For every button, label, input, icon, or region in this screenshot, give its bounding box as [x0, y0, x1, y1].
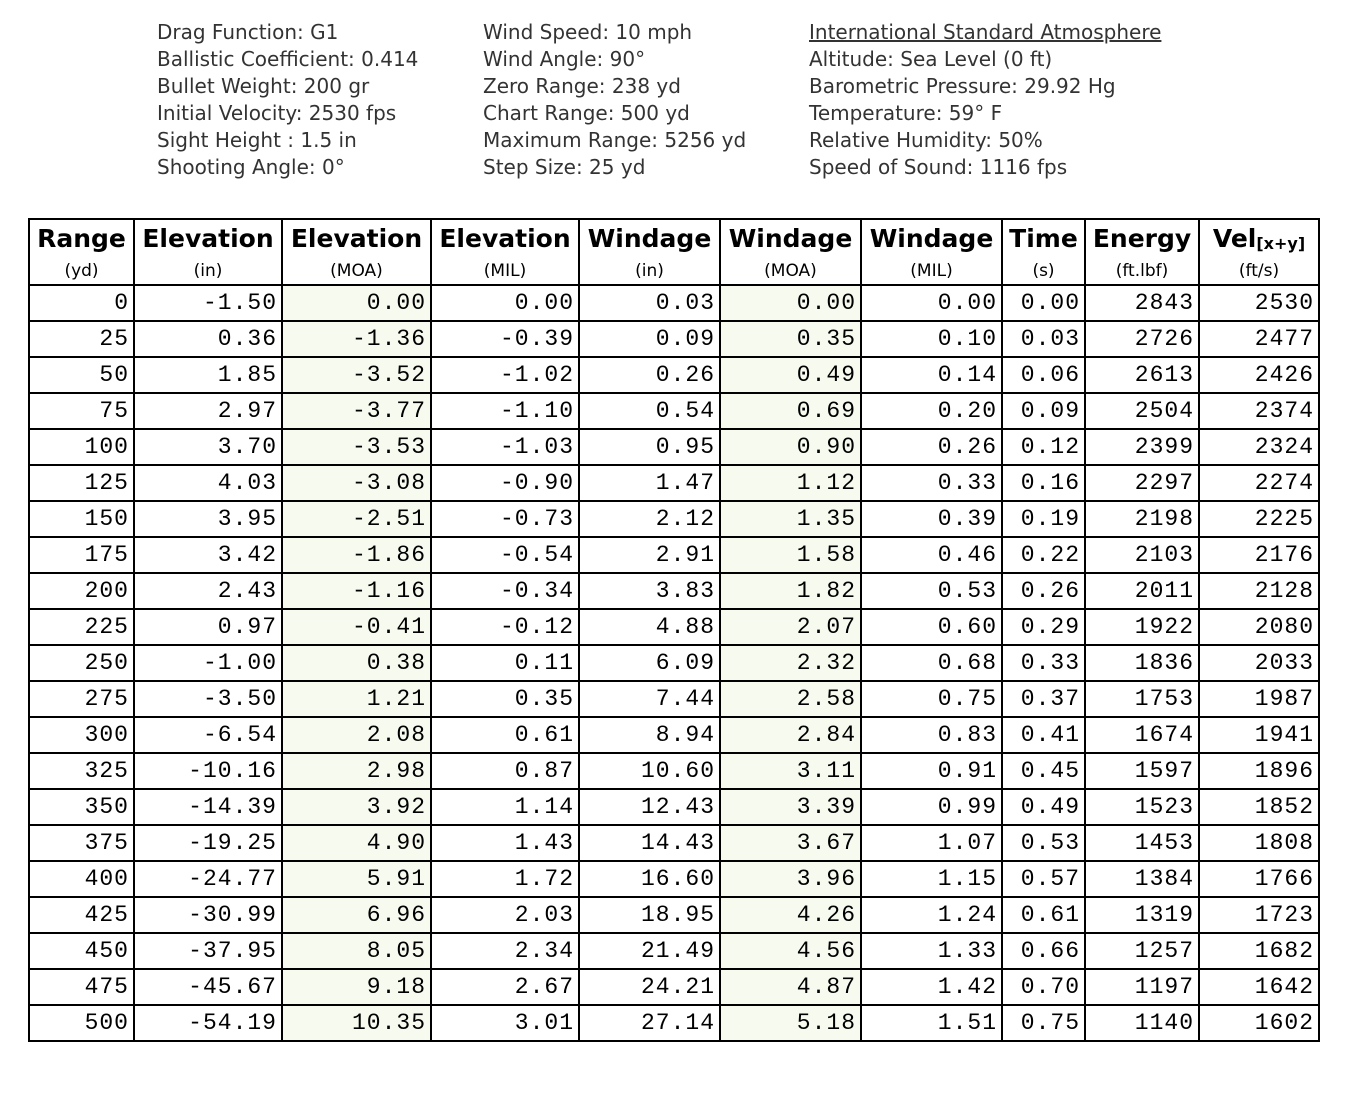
cell-range: 200 — [29, 573, 134, 609]
cell-velocity: 2530 — [1199, 285, 1319, 321]
cell-velocity: 1723 — [1199, 897, 1319, 933]
cell-time: 0.06 — [1002, 357, 1085, 393]
cell-windage-mil: 1.51 — [861, 1005, 1002, 1041]
cell-windage-mil: 0.91 — [861, 753, 1002, 789]
param-wind-speed: Wind Speed: 10 mph — [483, 20, 693, 44]
param-temperature: Temperature: 59° F — [809, 101, 1003, 125]
header-elevation-mil: Elevation — [431, 219, 579, 257]
cell-elevation-moa: 10.35 — [282, 1005, 431, 1041]
cell-windage-in: 2.12 — [579, 501, 720, 537]
header-velocity-label: Vel — [1212, 224, 1257, 253]
cell-velocity: 2426 — [1199, 357, 1319, 393]
unit-elevation-in: (in) — [134, 257, 282, 285]
projectile-parameters — [157, 19, 418, 181]
cell-energy: 1523 — [1085, 789, 1199, 825]
cell-elevation-in: -24.77 — [134, 861, 282, 897]
cell-energy: 2613 — [1085, 357, 1199, 393]
cell-elevation-in: -45.67 — [134, 969, 282, 1005]
header-velocity-subscript: [x+y] — [1256, 234, 1306, 253]
cell-range: 125 — [29, 465, 134, 501]
table-row — [29, 897, 1319, 933]
cell-windage-in: 10.60 — [579, 753, 720, 789]
cell-windage-in: 7.44 — [579, 681, 720, 717]
cell-windage-moa: 1.82 — [720, 573, 861, 609]
cell-windage-moa: 0.49 — [720, 357, 861, 393]
cell-time: 0.49 — [1002, 789, 1085, 825]
cell-windage-moa: 3.11 — [720, 753, 861, 789]
cell-range: 375 — [29, 825, 134, 861]
cell-elevation-mil: 0.00 — [431, 285, 579, 321]
cell-windage-moa: 0.00 — [720, 285, 861, 321]
cell-windage-mil: 0.53 — [861, 573, 1002, 609]
cell-windage-in: 0.26 — [579, 357, 720, 393]
cell-elevation-mil: 2.34 — [431, 933, 579, 969]
cell-range: 350 — [29, 789, 134, 825]
cell-elevation-mil: 0.35 — [431, 681, 579, 717]
cell-time: 0.03 — [1002, 321, 1085, 357]
cell-windage-mil: 0.46 — [861, 537, 1002, 573]
cell-elevation-mil: 2.03 — [431, 897, 579, 933]
table-row — [29, 681, 1319, 717]
cell-windage-in: 16.60 — [579, 861, 720, 897]
cell-energy: 2297 — [1085, 465, 1199, 501]
cell-elevation-mil: -1.10 — [431, 393, 579, 429]
param-sight-height: Sight Height : 1.5 in — [157, 128, 357, 152]
unit-elevation-moa: (MOA) — [282, 257, 431, 285]
cell-elevation-moa: 0.00 — [282, 285, 431, 321]
cell-elevation-mil: -1.02 — [431, 357, 579, 393]
cell-elevation-mil: 0.11 — [431, 645, 579, 681]
param-speed-of-sound: Speed of Sound: 1116 fps — [809, 155, 1068, 179]
cell-velocity: 2128 — [1199, 573, 1319, 609]
cell-time: 0.00 — [1002, 285, 1085, 321]
cell-windage-mil: 0.26 — [861, 429, 1002, 465]
header-windage-mil: Windage — [861, 219, 1002, 257]
cell-velocity: 2225 — [1199, 501, 1319, 537]
cell-range: 475 — [29, 969, 134, 1005]
cell-windage-moa: 4.87 — [720, 969, 861, 1005]
cell-energy: 2399 — [1085, 429, 1199, 465]
param-barometric-pressure: Barometric Pressure: 29.92 Hg — [809, 74, 1116, 98]
cell-velocity: 1896 — [1199, 753, 1319, 789]
cell-windage-moa: 1.12 — [720, 465, 861, 501]
param-zero-range: Zero Range: 238 yd — [483, 74, 681, 98]
cell-time: 0.66 — [1002, 933, 1085, 969]
param-ballistic-coefficient: Ballistic Coefficient: 0.414 — [157, 47, 419, 71]
cell-range: 100 — [29, 429, 134, 465]
cell-time: 0.41 — [1002, 717, 1085, 753]
cell-windage-mil: 1.15 — [861, 861, 1002, 897]
cell-elevation-moa: -3.08 — [282, 465, 431, 501]
table-row — [29, 393, 1319, 429]
table-row — [29, 933, 1319, 969]
cell-energy: 2198 — [1085, 501, 1199, 537]
cell-energy: 1197 — [1085, 969, 1199, 1005]
param-drag-function: Drag Function: G1 — [157, 20, 339, 44]
cell-time: 0.70 — [1002, 969, 1085, 1005]
cell-windage-moa: 1.58 — [720, 537, 861, 573]
table-row — [29, 1005, 1319, 1041]
cell-time: 0.16 — [1002, 465, 1085, 501]
table-row — [29, 609, 1319, 645]
cell-energy: 1597 — [1085, 753, 1199, 789]
cell-windage-mil: 0.00 — [861, 285, 1002, 321]
cell-elevation-moa: -0.41 — [282, 609, 431, 645]
table-row — [29, 465, 1319, 501]
cell-windage-in: 1.47 — [579, 465, 720, 501]
cell-velocity: 1766 — [1199, 861, 1319, 897]
param-altitude: Altitude: Sea Level (0 ft) — [809, 47, 1053, 71]
cell-velocity: 2080 — [1199, 609, 1319, 645]
table-row — [29, 753, 1319, 789]
cell-energy: 2504 — [1085, 393, 1199, 429]
cell-velocity: 2374 — [1199, 393, 1319, 429]
cell-time: 0.45 — [1002, 753, 1085, 789]
cell-energy: 1922 — [1085, 609, 1199, 645]
cell-range: 25 — [29, 321, 134, 357]
table-row — [29, 537, 1319, 573]
cell-windage-in: 3.83 — [579, 573, 720, 609]
cell-energy: 1140 — [1085, 1005, 1199, 1041]
cell-elevation-mil: 0.61 — [431, 717, 579, 753]
cell-windage-in: 24.21 — [579, 969, 720, 1005]
cell-elevation-moa: 4.90 — [282, 825, 431, 861]
cell-elevation-mil: 1.43 — [431, 825, 579, 861]
atmosphere-parameters — [809, 19, 1161, 181]
cell-windage-in: 0.54 — [579, 393, 720, 429]
cell-windage-moa: 4.26 — [720, 897, 861, 933]
cell-windage-moa: 0.90 — [720, 429, 861, 465]
cell-energy: 2726 — [1085, 321, 1199, 357]
cell-windage-in: 21.49 — [579, 933, 720, 969]
cell-elevation-moa: 3.92 — [282, 789, 431, 825]
cell-elevation-mil: -0.34 — [431, 573, 579, 609]
cell-velocity: 2033 — [1199, 645, 1319, 681]
cell-elevation-moa: 5.91 — [282, 861, 431, 897]
cell-range: 275 — [29, 681, 134, 717]
cell-elevation-moa: -1.36 — [282, 321, 431, 357]
cell-elevation-in: 3.95 — [134, 501, 282, 537]
cell-windage-mil: 0.75 — [861, 681, 1002, 717]
cell-elevation-moa: -3.77 — [282, 393, 431, 429]
cell-velocity: 1852 — [1199, 789, 1319, 825]
cell-time: 0.33 — [1002, 645, 1085, 681]
cell-windage-moa: 0.35 — [720, 321, 861, 357]
header-velocity — [1199, 219, 1319, 257]
cell-elevation-in: -14.39 — [134, 789, 282, 825]
header-unit-row — [29, 257, 1319, 285]
cell-range: 50 — [29, 357, 134, 393]
cell-velocity: 1808 — [1199, 825, 1319, 861]
cell-time: 0.29 — [1002, 609, 1085, 645]
cell-elevation-mil: 0.87 — [431, 753, 579, 789]
cell-windage-in: 8.94 — [579, 717, 720, 753]
cell-elevation-moa: -2.51 — [282, 501, 431, 537]
cell-windage-mil: 1.33 — [861, 933, 1002, 969]
cell-elevation-in: 0.36 — [134, 321, 282, 357]
cell-elevation-mil: -0.54 — [431, 537, 579, 573]
cell-elevation-in: 0.97 — [134, 609, 282, 645]
cell-windage-moa: 2.58 — [720, 681, 861, 717]
cell-energy: 2011 — [1085, 573, 1199, 609]
param-relative-humidity: Relative Humidity: 50% — [809, 128, 1043, 152]
cell-energy: 1384 — [1085, 861, 1199, 897]
cell-windage-mil: 0.33 — [861, 465, 1002, 501]
cell-windage-in: 4.88 — [579, 609, 720, 645]
header-range: Range — [29, 219, 134, 257]
header-elevation-moa: Elevation — [282, 219, 431, 257]
table-row — [29, 825, 1319, 861]
cell-elevation-in: -19.25 — [134, 825, 282, 861]
cell-windage-mil: 0.20 — [861, 393, 1002, 429]
cell-windage-in: 6.09 — [579, 645, 720, 681]
cell-windage-in: 0.95 — [579, 429, 720, 465]
cell-windage-moa: 3.67 — [720, 825, 861, 861]
cell-time: 0.57 — [1002, 861, 1085, 897]
cell-elevation-mil: -0.12 — [431, 609, 579, 645]
cell-elevation-mil: -0.73 — [431, 501, 579, 537]
cell-windage-in: 12.43 — [579, 789, 720, 825]
unit-energy: (ft.lbf) — [1085, 257, 1199, 285]
cell-elevation-mil: -0.90 — [431, 465, 579, 501]
cell-elevation-in: 4.03 — [134, 465, 282, 501]
header-time: Time — [1002, 219, 1085, 257]
cell-time: 0.19 — [1002, 501, 1085, 537]
cell-elevation-mil: 3.01 — [431, 1005, 579, 1041]
cell-velocity: 2176 — [1199, 537, 1319, 573]
cell-elevation-moa: -1.16 — [282, 573, 431, 609]
table-row — [29, 429, 1319, 465]
cell-elevation-mil: -0.39 — [431, 321, 579, 357]
table-row — [29, 717, 1319, 753]
cell-velocity: 1941 — [1199, 717, 1319, 753]
table-row — [29, 501, 1319, 537]
cell-velocity: 2477 — [1199, 321, 1319, 357]
cell-windage-mil: 0.10 — [861, 321, 1002, 357]
unit-velocity: (ft/s) — [1199, 257, 1319, 285]
cell-windage-moa: 1.35 — [720, 501, 861, 537]
cell-windage-mil: 1.07 — [861, 825, 1002, 861]
cell-windage-moa: 2.32 — [720, 645, 861, 681]
cell-windage-moa: 2.07 — [720, 609, 861, 645]
cell-range: 0 — [29, 285, 134, 321]
cell-range: 175 — [29, 537, 134, 573]
table-row — [29, 321, 1319, 357]
cell-elevation-mil: 1.14 — [431, 789, 579, 825]
cell-range: 325 — [29, 753, 134, 789]
cell-elevation-moa: 0.38 — [282, 645, 431, 681]
cell-range: 500 — [29, 1005, 134, 1041]
unit-windage-moa: (MOA) — [720, 257, 861, 285]
cell-elevation-in: 1.85 — [134, 357, 282, 393]
param-step-size: Step Size: 25 yd — [483, 155, 646, 179]
cell-elevation-mil: 1.72 — [431, 861, 579, 897]
cell-elevation-in: 2.97 — [134, 393, 282, 429]
cell-time: 0.09 — [1002, 393, 1085, 429]
cell-time: 0.75 — [1002, 1005, 1085, 1041]
cell-energy: 1753 — [1085, 681, 1199, 717]
header-elevation-in: Elevation — [134, 219, 282, 257]
cell-windage-mil: 0.39 — [861, 501, 1002, 537]
unit-elevation-mil: (MIL) — [431, 257, 579, 285]
cell-elevation-in: -3.50 — [134, 681, 282, 717]
cell-windage-in: 18.95 — [579, 897, 720, 933]
cell-time: 0.22 — [1002, 537, 1085, 573]
cell-windage-in: 0.03 — [579, 285, 720, 321]
cell-elevation-in: -54.19 — [134, 1005, 282, 1041]
cell-elevation-moa: 2.08 — [282, 717, 431, 753]
table-row — [29, 285, 1319, 321]
cell-time: 0.37 — [1002, 681, 1085, 717]
cell-elevation-mil: 2.67 — [431, 969, 579, 1005]
header-energy: Energy — [1085, 219, 1199, 257]
cell-windage-moa: 0.69 — [720, 393, 861, 429]
cell-velocity: 1642 — [1199, 969, 1319, 1005]
header-windage-in: Windage — [579, 219, 720, 257]
cell-energy: 2843 — [1085, 285, 1199, 321]
cell-elevation-moa: 2.98 — [282, 753, 431, 789]
param-shooting-angle: Shooting Angle: 0° — [157, 155, 345, 179]
cell-range: 150 — [29, 501, 134, 537]
cell-windage-mil: 1.24 — [861, 897, 1002, 933]
cell-range: 250 — [29, 645, 134, 681]
unit-windage-in: (in) — [579, 257, 720, 285]
unit-range: (yd) — [29, 257, 134, 285]
cell-energy: 1836 — [1085, 645, 1199, 681]
param-bullet-weight: Bullet Weight: 200 gr — [157, 74, 370, 98]
cell-elevation-moa: 9.18 — [282, 969, 431, 1005]
ballistics-table — [28, 218, 1320, 1042]
cell-windage-moa: 5.18 — [720, 1005, 861, 1041]
cell-elevation-moa: -3.53 — [282, 429, 431, 465]
cell-windage-moa: 2.84 — [720, 717, 861, 753]
cell-elevation-in: -6.54 — [134, 717, 282, 753]
cell-windage-moa: 3.96 — [720, 861, 861, 897]
cell-energy: 1674 — [1085, 717, 1199, 753]
cell-velocity: 2274 — [1199, 465, 1319, 501]
cell-windage-in: 2.91 — [579, 537, 720, 573]
cell-energy: 2103 — [1085, 537, 1199, 573]
cell-windage-mil: 0.14 — [861, 357, 1002, 393]
cell-windage-mil: 0.99 — [861, 789, 1002, 825]
cell-range: 300 — [29, 717, 134, 753]
cell-windage-mil: 0.68 — [861, 645, 1002, 681]
cell-elevation-moa: -1.86 — [282, 537, 431, 573]
unit-time: (s) — [1002, 257, 1085, 285]
cell-windage-in: 0.09 — [579, 321, 720, 357]
param-initial-velocity: Initial Velocity: 2530 fps — [157, 101, 397, 125]
cell-elevation-moa: -3.52 — [282, 357, 431, 393]
cell-range: 225 — [29, 609, 134, 645]
cell-time: 0.53 — [1002, 825, 1085, 861]
cell-time: 0.12 — [1002, 429, 1085, 465]
cell-velocity: 2324 — [1199, 429, 1319, 465]
cell-elevation-moa: 1.21 — [282, 681, 431, 717]
param-chart-range: Chart Range: 500 yd — [483, 101, 690, 125]
cell-energy: 1257 — [1085, 933, 1199, 969]
cell-windage-in: 14.43 — [579, 825, 720, 861]
unit-windage-mil: (MIL) — [861, 257, 1002, 285]
cell-elevation-in: -30.99 — [134, 897, 282, 933]
cell-elevation-mil: -1.03 — [431, 429, 579, 465]
cell-elevation-in: -37.95 — [134, 933, 282, 969]
cell-elevation-in: -10.16 — [134, 753, 282, 789]
param-maximum-range: Maximum Range: 5256 yd — [483, 128, 747, 152]
table-row — [29, 969, 1319, 1005]
cell-elevation-moa: 6.96 — [282, 897, 431, 933]
table-row — [29, 645, 1319, 681]
cell-time: 0.61 — [1002, 897, 1085, 933]
cell-velocity: 1682 — [1199, 933, 1319, 969]
cell-elevation-in: 2.43 — [134, 573, 282, 609]
cell-velocity: 1987 — [1199, 681, 1319, 717]
atmosphere-link[interactable]: International Standard Atmosphere — [809, 20, 1162, 44]
cell-elevation-in: 3.70 — [134, 429, 282, 465]
table-row — [29, 861, 1319, 897]
cell-range: 425 — [29, 897, 134, 933]
cell-windage-mil: 1.42 — [861, 969, 1002, 1005]
header-name-row — [29, 219, 1319, 257]
cell-elevation-in: -1.00 — [134, 645, 282, 681]
header-windage-moa: Windage — [720, 219, 861, 257]
table-row — [29, 789, 1319, 825]
cell-elevation-moa: 8.05 — [282, 933, 431, 969]
cell-velocity: 1602 — [1199, 1005, 1319, 1041]
cell-elevation-in: -1.50 — [134, 285, 282, 321]
cell-energy: 1319 — [1085, 897, 1199, 933]
cell-windage-mil: 0.60 — [861, 609, 1002, 645]
cell-time: 0.26 — [1002, 573, 1085, 609]
cell-range: 75 — [29, 393, 134, 429]
cell-energy: 1453 — [1085, 825, 1199, 861]
cell-elevation-in: 3.42 — [134, 537, 282, 573]
cell-windage-moa: 3.39 — [720, 789, 861, 825]
cell-range: 400 — [29, 861, 134, 897]
cell-range: 450 — [29, 933, 134, 969]
cell-windage-moa: 4.56 — [720, 933, 861, 969]
table-row — [29, 573, 1319, 609]
param-wind-angle: Wind Angle: 90° — [483, 47, 646, 71]
table-body — [29, 285, 1319, 1041]
wind-range-parameters — [483, 19, 746, 181]
cell-windage-in: 27.14 — [579, 1005, 720, 1041]
table-row — [29, 357, 1319, 393]
cell-windage-mil: 0.83 — [861, 717, 1002, 753]
